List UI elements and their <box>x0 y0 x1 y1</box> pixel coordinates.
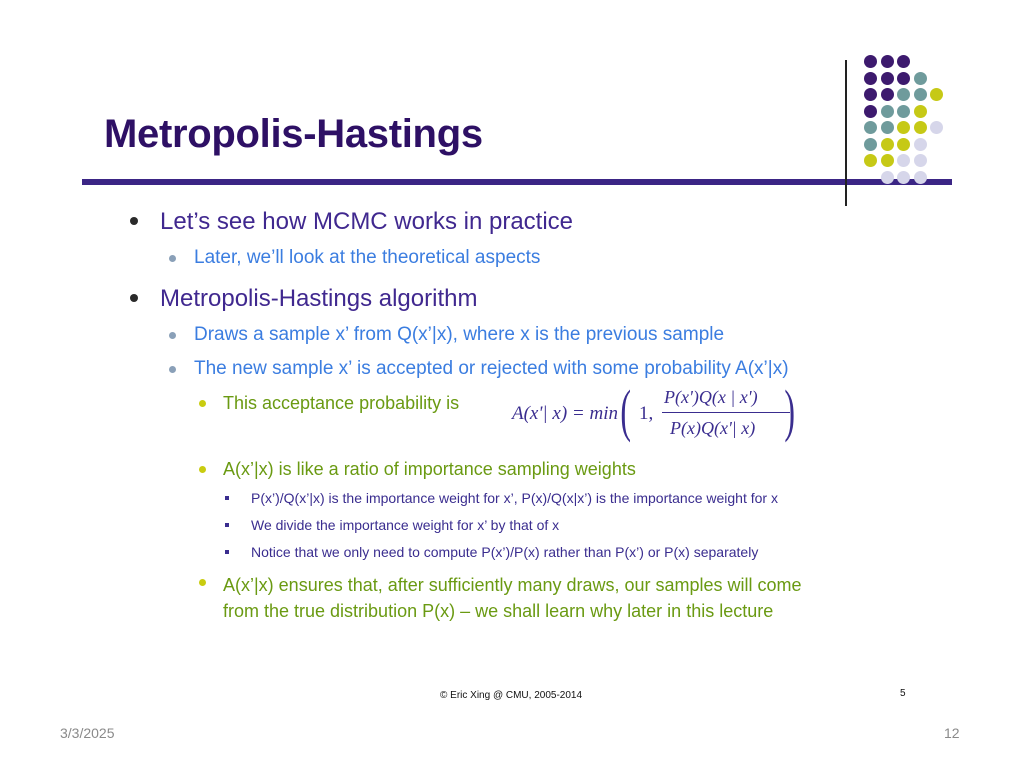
decorative-dot <box>881 55 894 68</box>
decorative-dot <box>914 171 927 184</box>
acceptance-formula <box>512 378 802 449</box>
bullet-text: Notice that we only need to compute P(x’)/P(x) rather than P(x’) or P(x) separately <box>251 544 759 560</box>
decorative-dot <box>914 121 927 134</box>
decorative-dot <box>864 121 877 134</box>
bullet-text: P(x’)/Q(x’|x) is the importance weight for x’, P(x)/Q(x|x’) is the importance weight for x <box>251 490 778 506</box>
bullet-2-2-2 <box>223 459 636 480</box>
bullet-text: Metropolis-Hastings algorithm <box>160 285 478 312</box>
decorative-dot <box>914 88 927 101</box>
decorative-dot <box>881 88 894 101</box>
decorative-dot <box>864 105 877 118</box>
decorative-dot <box>897 55 910 68</box>
bullet-marker <box>169 332 176 339</box>
dots-vertical-line <box>845 60 847 206</box>
decorative-dot <box>897 88 910 101</box>
bullet-text: Later, we’ll look at the theoretical aspects <box>194 247 541 268</box>
bullet-text: We divide the importance weight for x’ by that of x <box>251 517 560 533</box>
decorative-dot <box>864 138 877 151</box>
decorative-dot <box>897 138 910 151</box>
bullet-marker <box>169 366 176 373</box>
decorative-dot <box>897 121 910 134</box>
bullet-text <box>223 572 802 624</box>
formula-numerator: P(x')Q(x | x') <box>664 387 758 407</box>
formula-denominator: P(x)Q(x'| x) <box>670 418 756 438</box>
bullet-marker <box>199 466 206 473</box>
bullet-text: A(x’|x) is like a ratio of importance sampling weights <box>223 459 636 479</box>
decorative-dot <box>881 138 894 151</box>
bullet-2-2 <box>194 358 789 380</box>
formula-fraction-bar <box>662 412 790 413</box>
bullet-1 <box>160 208 573 236</box>
deck-slide-number: 12 <box>944 725 960 741</box>
decorative-dot <box>914 138 927 151</box>
bullet-marker <box>199 400 206 407</box>
decorative-dot <box>914 105 927 118</box>
decorative-dot <box>864 72 877 85</box>
decorative-dot <box>881 154 894 167</box>
bullet-text: The new sample x’ is accepted or rejected with some probability A(x’|x) <box>194 358 789 379</box>
decorative-dot <box>881 105 894 118</box>
bullet-line: A(x’|x) ensures that, after sufficiently many draws, our samples will come <box>223 575 802 595</box>
decorative-dot <box>881 72 894 85</box>
bullet-line: from the true distribution P(x) – we shall learn why later in this lecture <box>223 601 774 621</box>
bullet-1-1 <box>194 247 540 269</box>
decorative-dot-grid <box>852 55 962 185</box>
decorative-dot <box>881 171 894 184</box>
bullet-marker <box>225 523 229 527</box>
decorative-dot <box>897 171 910 184</box>
formula-one: 1, <box>639 403 654 424</box>
decorative-dot <box>897 154 910 167</box>
bullet-2-1 <box>194 324 724 346</box>
bullet-2-2-1 <box>223 393 459 414</box>
decorative-dot <box>864 88 877 101</box>
decorative-dot <box>881 121 894 134</box>
decorative-dot <box>864 154 877 167</box>
decorative-dot <box>914 154 927 167</box>
decorative-dot <box>897 105 910 118</box>
formula-lhs: A(x'| x) = min <box>512 403 618 424</box>
bullet-marker <box>199 579 206 586</box>
slide-title: Metropolis-Hastings <box>104 112 483 156</box>
decorative-dot <box>864 55 877 68</box>
bullet-2-2-2-3 <box>251 544 758 560</box>
bullet-marker <box>130 217 138 225</box>
bullet-text: Draws a sample x’ from Q(x’|x), where x is the previous sample <box>194 324 725 345</box>
bullet-marker <box>169 255 176 262</box>
formula-left-paren: ( <box>620 378 631 443</box>
footer-page-number: 5 <box>900 688 906 699</box>
footer-copyright: © Eric Xing @ CMU, 2005-2014 <box>440 690 583 701</box>
bullet-2-2-3 <box>223 572 802 624</box>
bullet-marker <box>225 496 229 500</box>
decorative-dot <box>930 88 943 101</box>
bullet-marker <box>130 294 138 302</box>
bullet-2-2-2-1 <box>251 490 778 506</box>
decorative-dot <box>930 121 943 134</box>
deck-date: 3/3/2025 <box>60 725 115 741</box>
decorative-dot <box>914 72 927 85</box>
bullet-text: Let’s see how MCMC works in practice <box>160 208 574 235</box>
formula-right-paren: ) <box>784 378 795 443</box>
decorative-dot <box>897 72 910 85</box>
title-rule <box>82 179 952 185</box>
bullet-2 <box>160 285 477 313</box>
bullet-text: This acceptance probability is <box>223 393 460 413</box>
bullet-2-2-2-2 <box>251 517 559 533</box>
bullet-marker <box>225 550 229 554</box>
